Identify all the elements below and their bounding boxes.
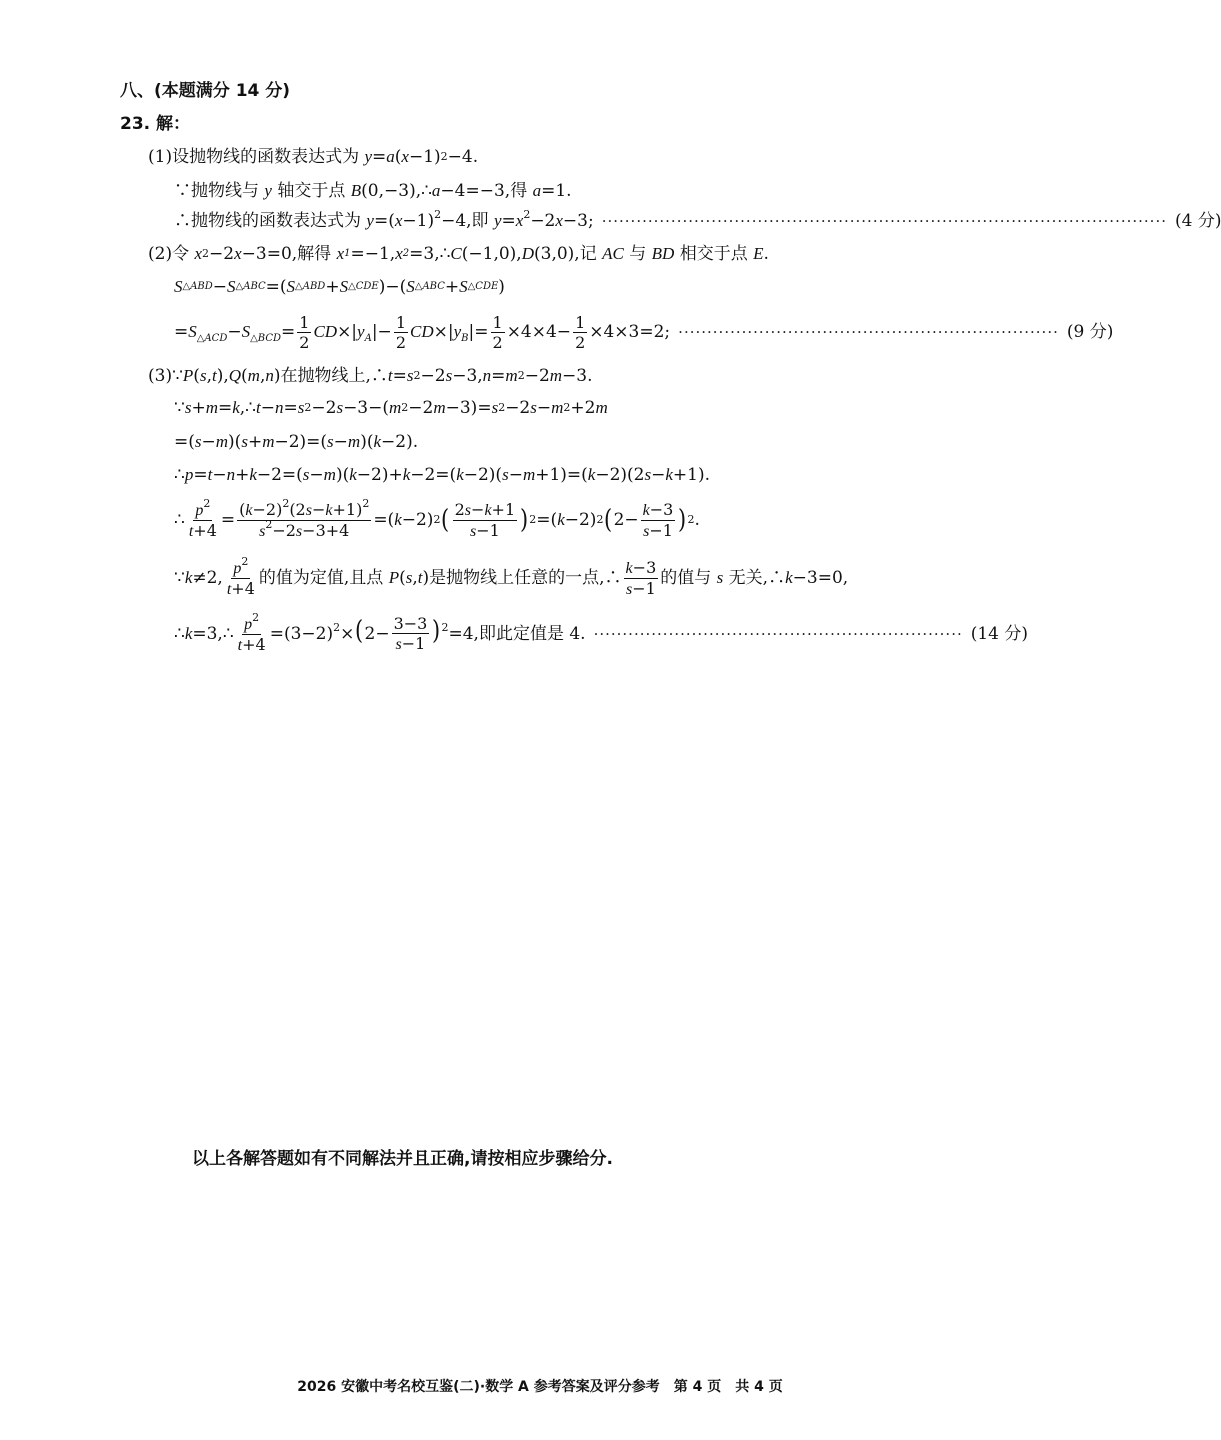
part2-line1: (2)令 x 2 −2 x −3=0,解得 x 1 =−1, x 2 =3,∴ C (−1,0), D (3,0),记 AC 与 BD 相交于点 E . bbox=[148, 244, 769, 264]
part1-line2: ∵抛物线与 y 轴交于点 B (0,−3),∴ a −4=−3,得 a =1. bbox=[174, 181, 572, 201]
part3-line5: ∴ $\frac{p^2}{t+4}$ = $\frac{(k-2)^2(2s-k+1)^2}{s^2-2s-3+4}$ =( k −2) 2 ( $\frac{2s-k+1}{s-1}$ ) 2 =( k −2) 2 ( 2− $\frac{k-3}{s-1}$ ) 2 . bbox=[174, 496, 700, 540]
part3-line6: ∵ k ≠2, $\frac{p^2}{t+4}$ 的值为定值,且点 P ( s , t )是抛物线上任意的一点,∴ $\frac{k-3}{s-1}$ 的值与 s 无关,∴ k −3=0, bbox=[174, 554, 849, 598]
problem-label: 23. 解： bbox=[120, 114, 191, 134]
part3-line3: =( s − m )( s + m −2)=( s − m )( k −2). bbox=[174, 432, 419, 452]
part1-score: (4 分) bbox=[1175, 211, 1221, 231]
part3-score: (14 分) bbox=[970, 624, 1029, 644]
part3-line2: ∵ s + m = k ,∴ t − n = s 2 −2 s −3−( m 2 −2 m −3)= s 2 −2 s − m 2 +2 m bbox=[174, 398, 608, 418]
part3-line4: ∴ p = t − n + k −2=( s − m )( k −2)+ k −2=( k −2)( s − m +1)=( k −2)(2 s − k +1). bbox=[174, 465, 711, 485]
page-footer: 2026 安徽中考名校互鉴(二)·数学 A 参考答案及评分参考 第 4 页 共 4 页 bbox=[297, 1379, 783, 1395]
section-header: 八、(本题满分 14 分) bbox=[120, 81, 291, 101]
dot-leader: ································································ bbox=[593, 625, 963, 643]
part2-line2: S △ABD − S △ABC =( S △ABD + S △CDE )−( S △ABC + S △CDE ) bbox=[174, 277, 505, 297]
part3-line7: ∴k=3,∴ $\frac{p^2}{t+4}$ $=(3-2)^2\times(2-$ $\frac{3-3}{s-1}$ )$^2$=4,即此定值是 4. ································································ (14 分) bbox=[174, 610, 1029, 654]
grading-note: 以上各解答题如有不同解法并且正确,请按相应步骤给分. bbox=[192, 1149, 613, 1169]
part1-line3: ∴抛物线的函数表达式为 $y=(x-1)^2-4$,即 $y=x^2-2x-3$; ·································································································· (4 分) bbox=[174, 208, 1221, 231]
part2-score: (9 分) bbox=[1066, 322, 1114, 342]
dot-leader: ·································································· bbox=[678, 323, 1059, 341]
part2-line3: $=S_{\triangle ACD}-S_{\triangle BCD}=$ $\frac{1}{2}$ $CD\times|y_A|-$ $\frac{1}{2}$ $CD\times|y_B|=$ $\frac{1}{2}$ ×4×4− $\frac{1}{2}$ ×4×3=2; ·································································· (9 分) bbox=[174, 312, 1114, 352]
part3-line1: (3)∵ P ( s , t ), Q ( m , n )在抛物线上,∴ t = s 2 −2 s −3, n = m 2 −2 m −3. bbox=[148, 366, 593, 386]
dot-leader: ·································································································· bbox=[601, 212, 1167, 230]
part1-line1: (1)设抛物线的函数表达式为 y = a ( x −1) 2 −4. bbox=[148, 147, 479, 167]
